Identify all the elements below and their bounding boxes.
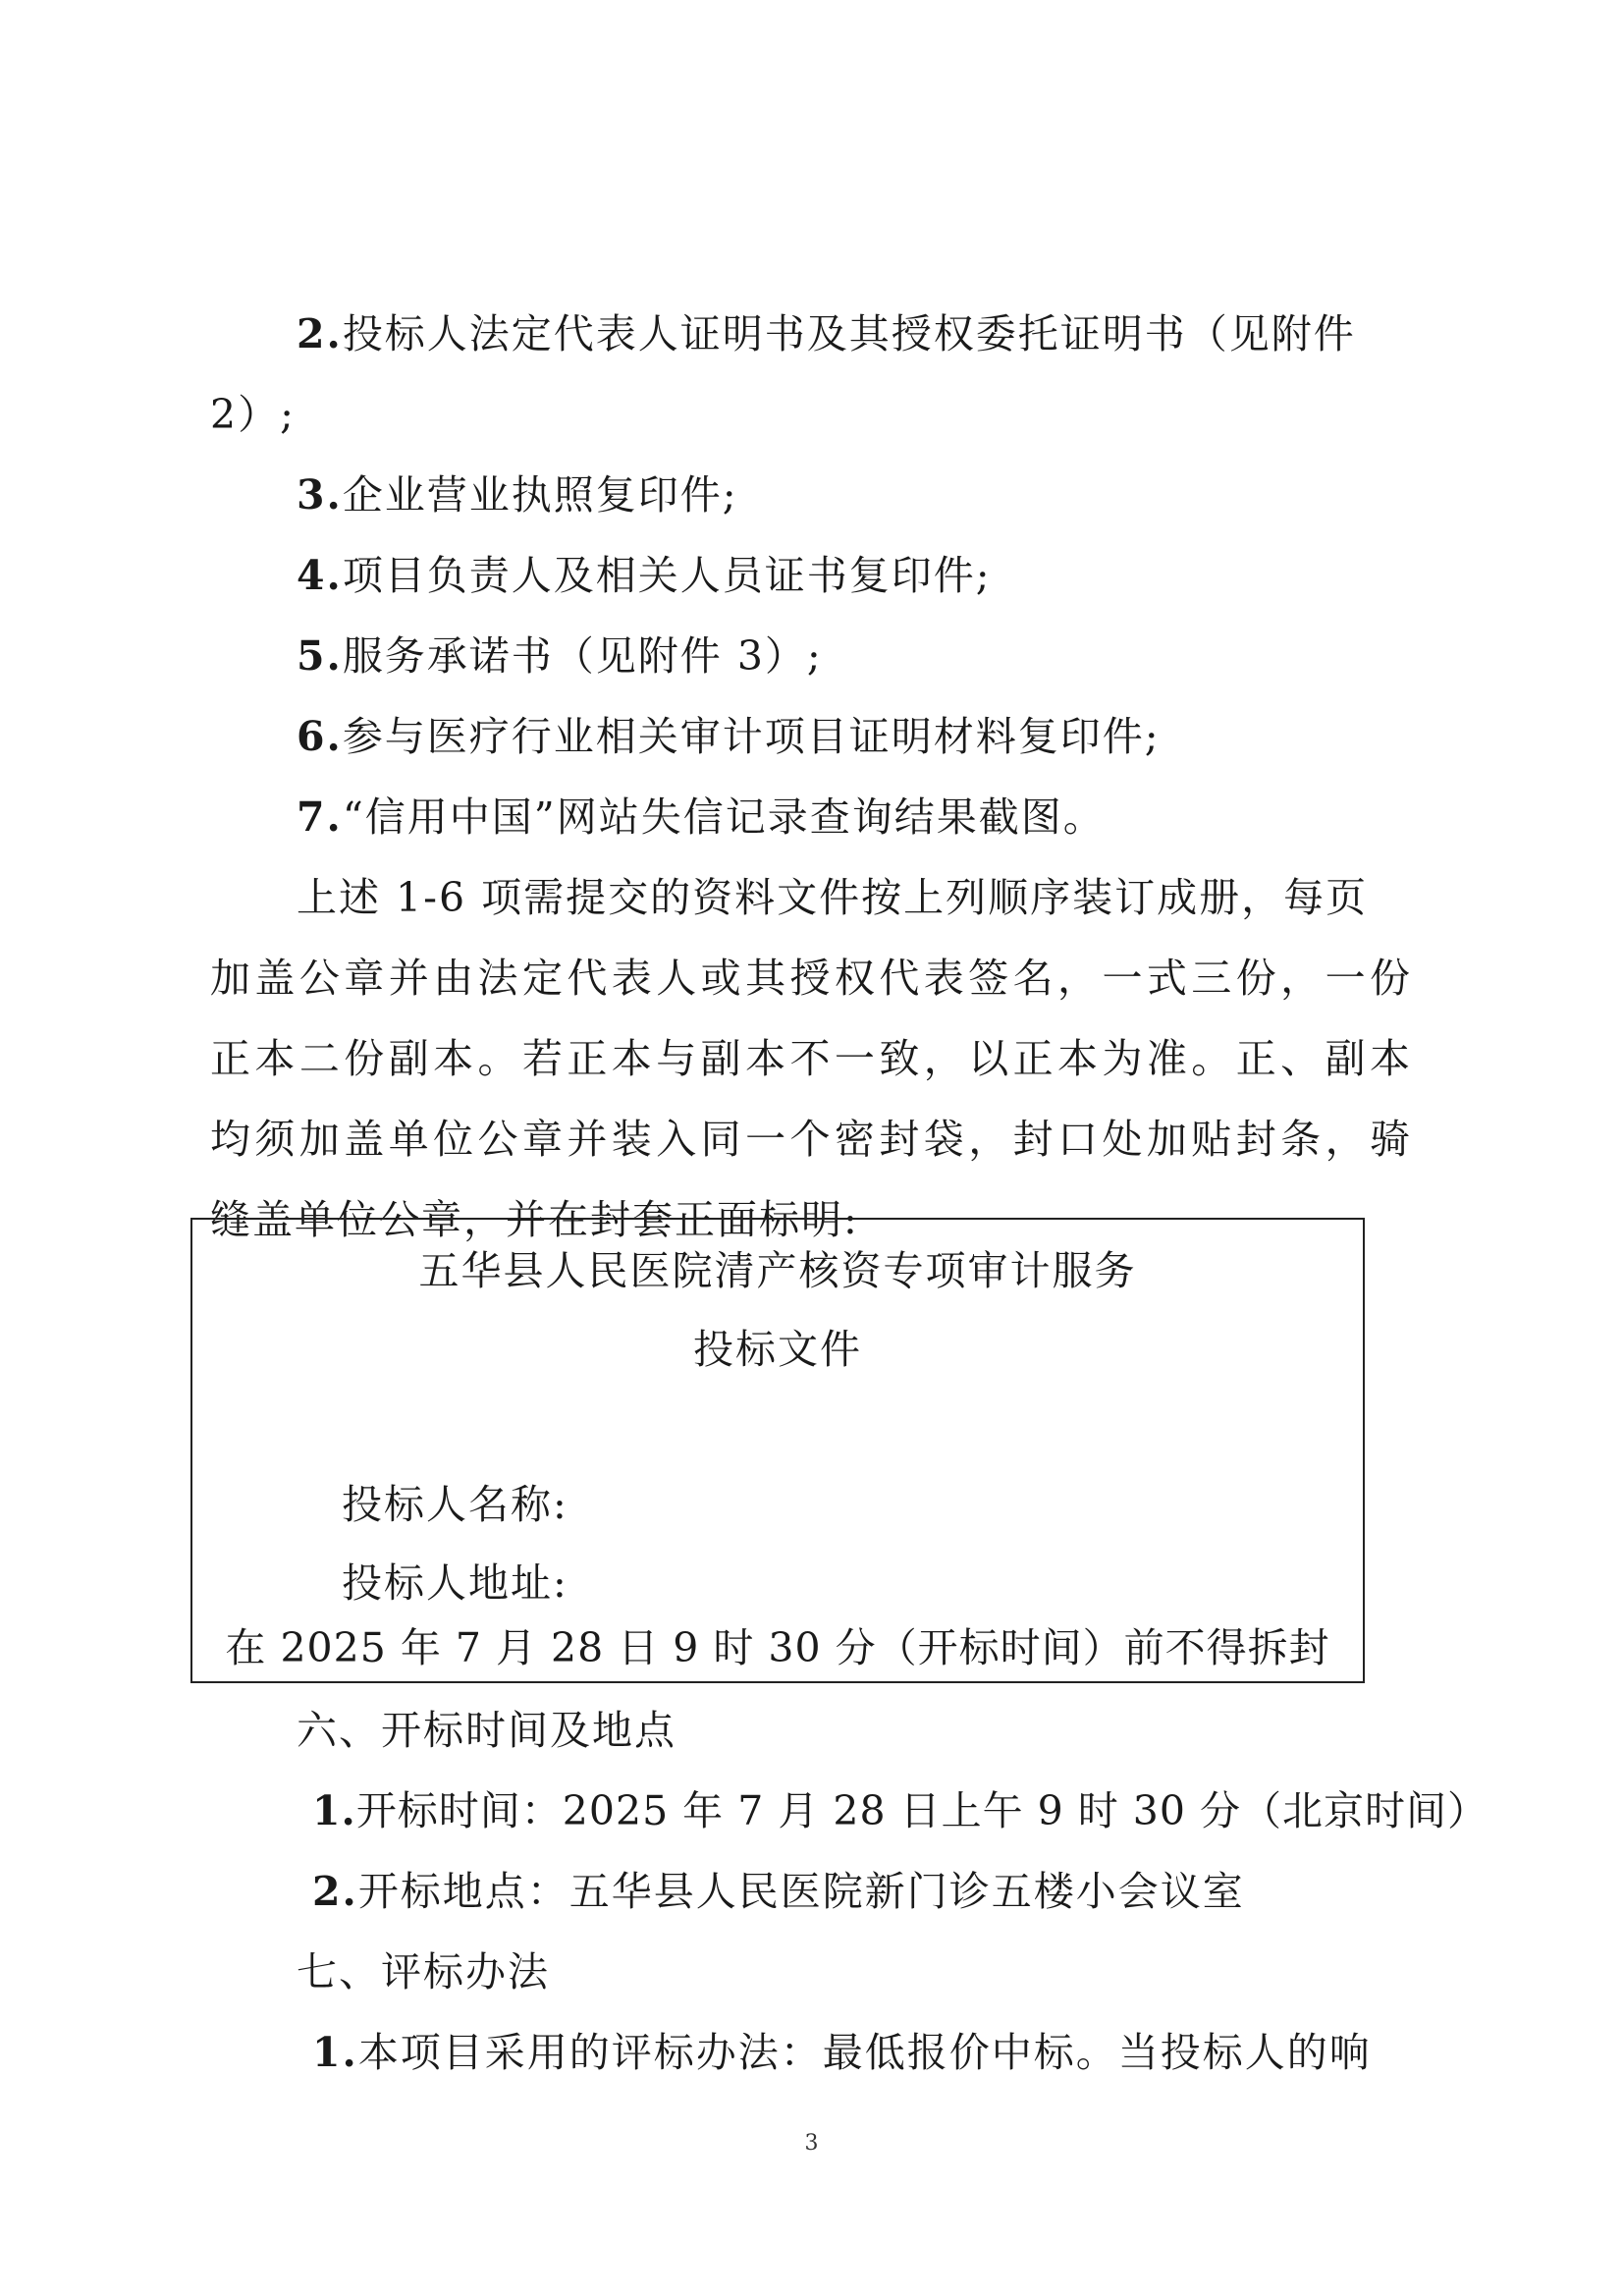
item-number: 1. — [312, 1787, 356, 1834]
paragraph-line-2: 加盖公章并由法定代表人或其授权代表签名，一式三份，一份 — [210, 955, 1410, 1002]
item-number: 4. — [297, 552, 343, 599]
section-7-heading: 七、评标办法 — [297, 1948, 550, 1995]
paragraph-line-4: 均须加盖单位公章并装入同一个密封袋，封口处加贴封条，骑 — [210, 1116, 1410, 1163]
bidder-name-label: 投标人名称: — [342, 1481, 568, 1528]
section-7-item-1 — [312, 2023, 1372, 2082]
item-text: 项目负责人及相关人员证书复印件; — [342, 552, 992, 599]
page-number: 3 — [804, 2131, 819, 2156]
envelope-title: 五华县人民医院清产核资专项审计服务 — [418, 1247, 1137, 1294]
item-text: 服务承诺书（见附件 3）; — [342, 632, 823, 680]
item-number: 7. — [297, 793, 343, 841]
envelope-label-box — [190, 1218, 1365, 1683]
section-6-item-1 — [312, 1781, 1488, 1840]
paragraph-line-3: 正本二份副本。若正本与副本不一致，以正本为准。正、副本 — [210, 1035, 1410, 1082]
item-text: 参与医疗行业相关审计项目证明材料复印件; — [342, 713, 1161, 760]
envelope-notice: 在 2025 年 7 月 28 日 9 时 30 分（开标时间）前不得拆封 — [225, 1624, 1330, 1671]
paragraph-line-5: 缝盖单位公章，并在封套正面标明: — [210, 1196, 859, 1243]
item-number: 6. — [297, 713, 343, 760]
item-text: “信用中国”网站失信记录查询结果截图。 — [342, 793, 1106, 841]
list-item-4 — [297, 546, 992, 605]
item-number: 1. — [312, 2029, 358, 2076]
item-number: 2. — [312, 1868, 358, 1915]
paragraph-line-1: 上述 1-6 项需提交的资料文件按上列顺序装订成册，每页 — [297, 874, 1369, 921]
list-item-3 — [297, 465, 738, 524]
item-text: 投标人法定代表人证明书及其授权委托证明书（见附件 — [342, 310, 1356, 357]
list-item-2 — [297, 304, 1356, 363]
item-number: 5. — [297, 632, 343, 680]
item-text: 本项目采用的评标办法：最低报价中标。当投标人的响 — [357, 2029, 1372, 2076]
section-6-item-2 — [312, 1862, 1245, 1921]
list-item-6 — [297, 707, 1161, 766]
item-text: 企业营业执照复印件; — [342, 471, 738, 519]
item-number: 3. — [297, 471, 343, 519]
list-item-7 — [297, 788, 1106, 847]
item-text: 开标时间：2025 年 7 月 28 日上午 9 时 30 分（北京时间） — [355, 1787, 1488, 1834]
bidder-address-label: 投标人地址: — [342, 1559, 568, 1607]
section-6-heading: 六、开标时间及地点 — [297, 1707, 676, 1754]
item-number: 2. — [297, 310, 343, 357]
item-text: 开标地点：五华县人民医院新门诊五楼小会议室 — [357, 1868, 1245, 1915]
list-item-5 — [297, 627, 823, 685]
list-item-2-continuation: 2）; — [210, 391, 296, 438]
envelope-subtitle: 投标文件 — [693, 1326, 862, 1373]
